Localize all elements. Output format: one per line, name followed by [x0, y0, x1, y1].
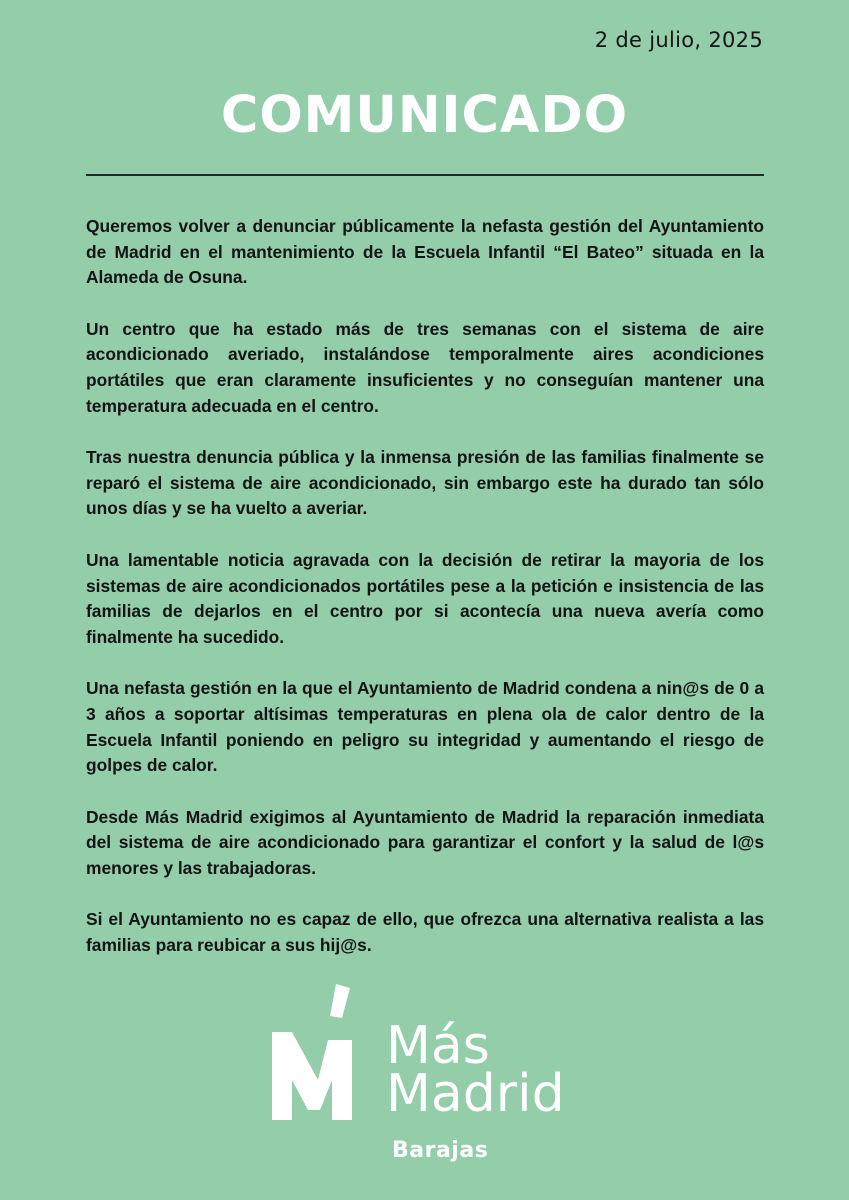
- paragraph: Un centro que ha estado más de tres semanas con el sistema de aire acondicionado averiado, instalándose temporalmente aires acondiciones portátiles que eran claramente insuficientes y no conseguían mantener una temperatura adecuada en el centro.: [86, 318, 764, 416]
- statement-body: [86, 214, 764, 985]
- paragraph: Si el Ayuntamiento no es capaz de ello, que ofrezca una alternativa realista a las familias para reubicar a sus hij@s.: [86, 909, 764, 956]
- paragraph: Queremos volver a denunciar públicamente la nefasta gestión del Ayuntamiento de Madrid en el mantenimiento de la Escuela Infantil “El Bateo” situada en la Alameda de Osuna.: [86, 216, 764, 288]
- mas-madrid-m-icon: [270, 980, 380, 1125]
- paragraph: Tras nuestra denuncia pública y la inmensa presión de las familias finalmente se reparó el sistema de aire acondicionado, sin embargo este ha durado tan sólo unos días y se ha vuelto a averiar.: [86, 447, 764, 519]
- logo-word-mas: Más: [386, 1016, 490, 1076]
- date: 2 de julio, 2025: [594, 28, 763, 52]
- divider: [86, 174, 764, 176]
- paragraph: Una lamentable noticia agravada con la decisión de retirar la mayoria de los sistemas de aire acondicionados portátiles pese a la petición e insistencia de las familias de dejarlos en el centro por si acontecía una nueva avería como finalmente ha sucedido.: [86, 549, 764, 647]
- logo-word-madrid: Madrid: [386, 1064, 565, 1124]
- page-title: COMUNICADO: [220, 86, 629, 145]
- mas-madrid-logo: [270, 980, 590, 1170]
- logo-subtitle: Barajas: [392, 1138, 489, 1163]
- paragraph: Desde Más Madrid exigimos al Ayuntamiento de Madrid la reparación inmediata del sistema de aire acondicionado para garantizar el confort y la salud de l@s menores y las trabajadoras.: [86, 806, 764, 878]
- paragraph: Una nefasta gestión en la que el Ayuntamiento de Madrid condena a nin@s de 0 a 3 años a soportar altísimas temperaturas en plena ola de calor dentro de la Escuela Infantil poniendo en peligro su integridad y aumentando el riesgo de golpes de calor.: [86, 678, 764, 776]
